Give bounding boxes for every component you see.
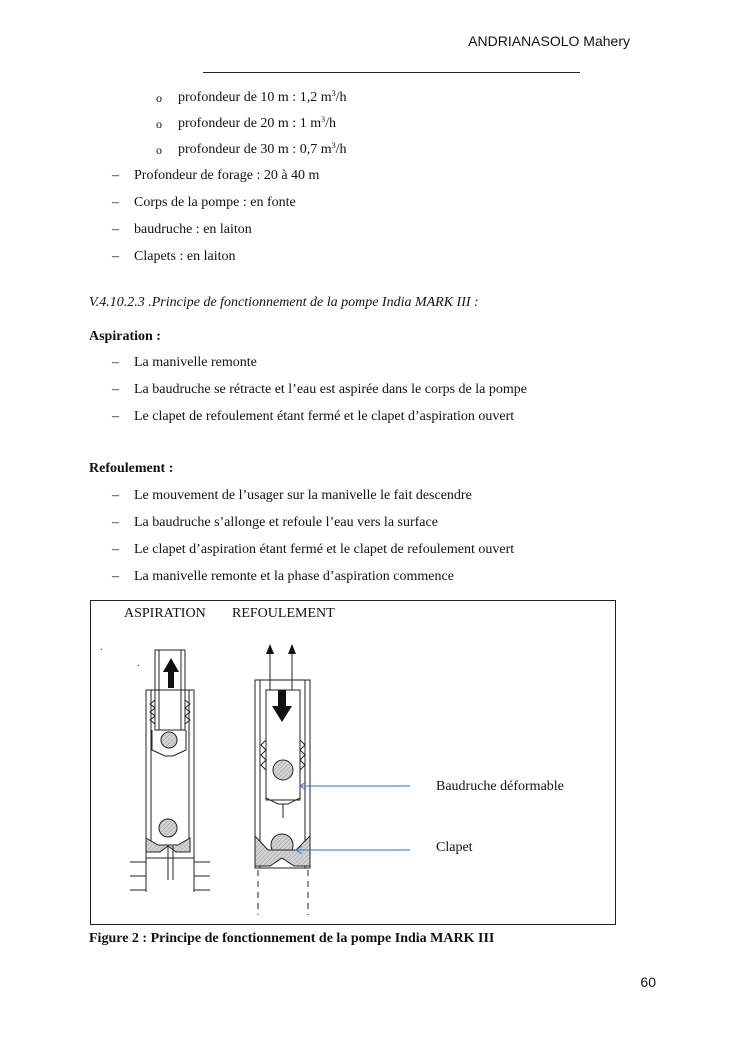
flow-item-30m: profondeur de 30 m : 0,7 $m^3/h$ <box>178 141 347 157</box>
figure-label-clapet: Clapet <box>436 840 473 855</box>
dash-marker: – <box>112 569 119 584</box>
flow-item-10m: profondeur de 10 m : 1,2 $m^3/h$ <box>178 89 347 105</box>
section-title: V.4.10.2.3 .Principe de fonctionnement de la pompe India MARK III : <box>89 295 479 310</box>
aspiration-up-arrow <box>163 658 179 688</box>
figure-stray-mark: . <box>137 658 140 669</box>
figure-label-baudruche: Baudruche déformable <box>436 779 564 794</box>
aspiration-lower-valve <box>159 819 177 837</box>
refoulement-pump <box>255 644 310 915</box>
header-author: ANDRIANASOLO Mahery <box>468 33 630 49</box>
aspiration-item: La manivelle remonte <box>134 355 257 370</box>
dash-marker: – <box>112 488 119 503</box>
aspiration-item: Le clapet de refoulement étant fermé et le clapet d’aspiration ouvert <box>134 409 515 424</box>
dash-marker: – <box>112 195 119 210</box>
refoulement-down-arrow <box>272 690 292 722</box>
page-number: 60 <box>640 974 656 990</box>
flow-item-20m: profondeur de 20 m : 1 $m^3/h$ <box>178 115 336 131</box>
refoulement-heading: Refoulement : <box>89 461 174 476</box>
refoulement-item: La manivelle remonte et la phase d’aspiration commence <box>134 569 454 584</box>
dash-marker: – <box>112 382 119 397</box>
spec-item: Clapets : en laiton <box>134 249 236 264</box>
refoulement-upper-valve <box>273 760 293 780</box>
bullet-marker: o <box>156 143 162 157</box>
dash-marker: – <box>112 515 119 530</box>
spec-item: baudruche : en laiton <box>134 222 252 237</box>
dash-marker: – <box>112 355 119 370</box>
figure-stray-mark: . <box>100 642 103 653</box>
dash-marker: – <box>112 222 119 237</box>
spec-item: Corps de la pompe : en fonte <box>134 195 296 210</box>
aspiration-pump <box>130 650 210 892</box>
spec-item: Profondeur de forage : 20 à 40 m <box>134 168 320 183</box>
refoulement-outlet-arrow-left <box>266 644 274 654</box>
aspiration-upper-valve <box>161 732 177 748</box>
dash-marker: – <box>112 542 119 557</box>
refoulement-item: Le clapet d’aspiration étant fermé et le clapet de refoulement ouvert <box>134 542 515 557</box>
aspiration-heading: Aspiration : <box>89 329 161 344</box>
figure-caption: Figure 2 : Principe de fonctionnement de la pompe India MARK III <box>89 931 495 946</box>
figure-label-aspiration: ASPIRATION <box>124 606 206 621</box>
bullet-marker: o <box>156 91 162 105</box>
refoulement-item: La baudruche s’allonge et refoule l’eau vers la surface <box>134 515 438 530</box>
dash-marker: – <box>112 249 119 264</box>
refoulement-outlet-arrow-right <box>288 644 296 654</box>
refoulement-item: Le mouvement de l’usager sur la manivelle le fait descendre <box>134 488 472 503</box>
aspiration-item: La baudruche se rétracte et l’eau est aspirée dans le corps de la pompe <box>134 382 527 397</box>
dash-marker: – <box>112 409 119 424</box>
figure-label-refoulement: REFOULEMENT <box>232 606 335 621</box>
dash-marker: – <box>112 168 119 183</box>
bullet-marker: o <box>156 117 162 131</box>
